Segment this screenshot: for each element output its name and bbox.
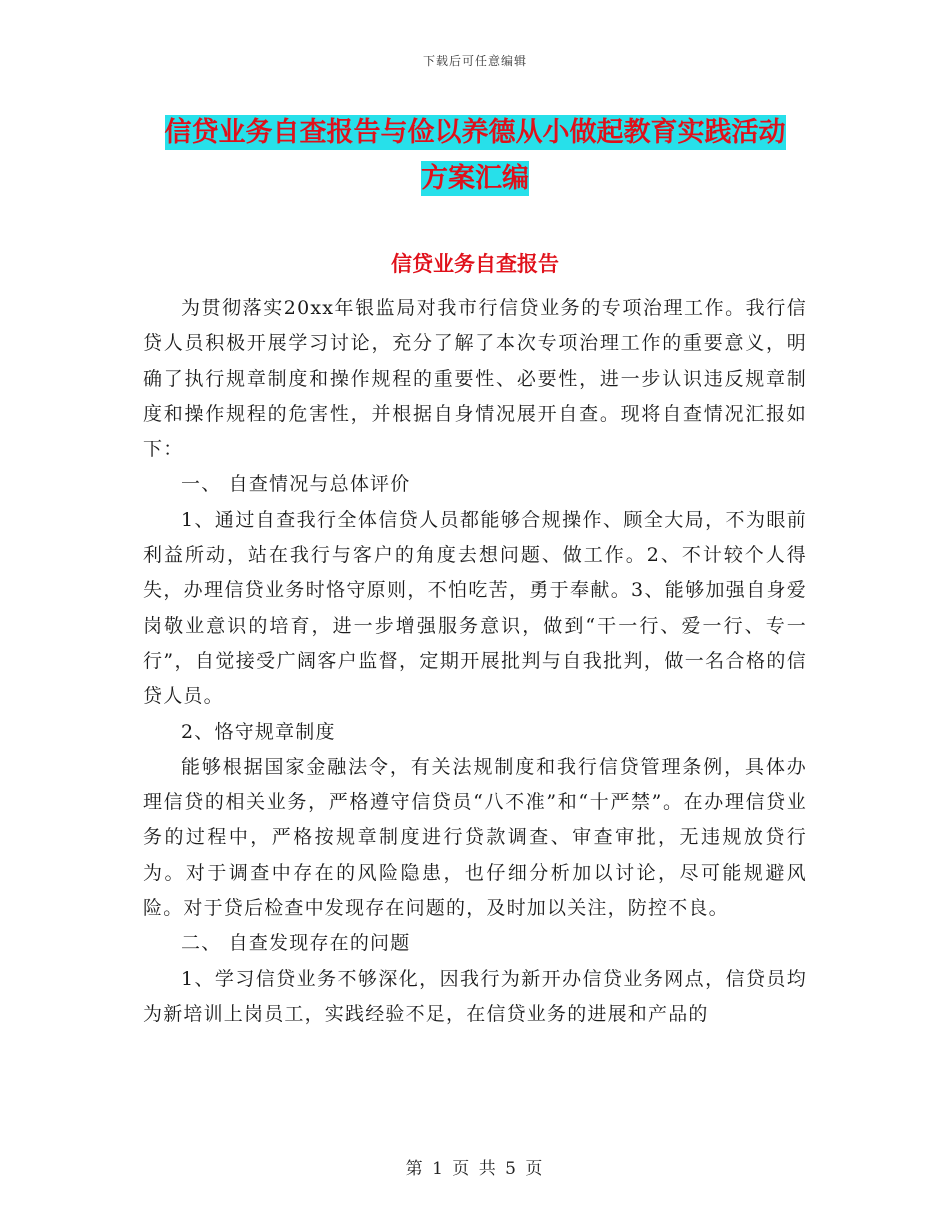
document-body <box>143 291 807 1032</box>
header-note: 下载后可任意编辑 <box>422 54 527 68</box>
subheading-compliance: 2、恪守规章制度 <box>181 720 336 743</box>
paragraph: 为贯彻落实20xx年银监局对我市行信贷业务的专项治理工作。我行信贷人员积极开展学习讨论，充分了解了本次专项治理工作的重要意义，明确了执行规章制度和操作规程的重要性、必要性，进一步认识违反规章制度和操作规程的危害性，并根据自身情况展开自查。现将自查情况汇报如下： <box>143 297 807 461</box>
heading-issues-found: 二、 自查发现存在的问题 <box>181 932 411 955</box>
page-number: 第 1 页 共 5 页 <box>405 1159 545 1179</box>
paragraph: 1、学习信贷业务不够深化，因我行为新开办信贷业务网点，信贷员均为新培训上岗员工，实践经验不足，在信贷业务的进展和产品的 <box>143 967 807 1025</box>
paragraph: 1、通过自查我行全体信贷人员都能够合规操作、顾全大局，不为眼前利益所动，站在我行与客户的角度去想问题、做工作。2、不计较个人得失，办理信贷业务时恪守原则，不怕吃苦，勇于奉献。3、能够加强自身爱岗敬业意识的培育，进一步增强服务意识，做到“干一行、爱一行、专一行”，自觉接受广阔客户监督，定期开展批判与自我批判，做一名合格的信贷人员。 <box>143 508 807 708</box>
document-title <box>150 110 800 202</box>
section-title: 信贷业务自查报告 <box>391 252 559 276</box>
document-title-line1: 信贷业务自查报告与俭以养德从小做起教育实践活动 <box>164 117 786 148</box>
paragraph: 能够根据国家金融法令，有关法规制度和我行信贷管理条例，具体办理信贷的相关业务，严格遵守信贷员“八不准”和“十严禁”。在办理信贷业务的过程中，严格按规章制度进行贷款调查、审查审批，无违规放贷行为。对于调查中存在的风险隐患，也仔细分析加以讨论，尽可能规避风险。对于贷后检查中发现存在问题的，及时加以关注，防控不良。 <box>143 755 807 920</box>
document-title-line2: 方案汇编 <box>421 163 529 194</box>
heading-self-check-overview: 一、 自查情况与总体评价 <box>181 473 411 496</box>
